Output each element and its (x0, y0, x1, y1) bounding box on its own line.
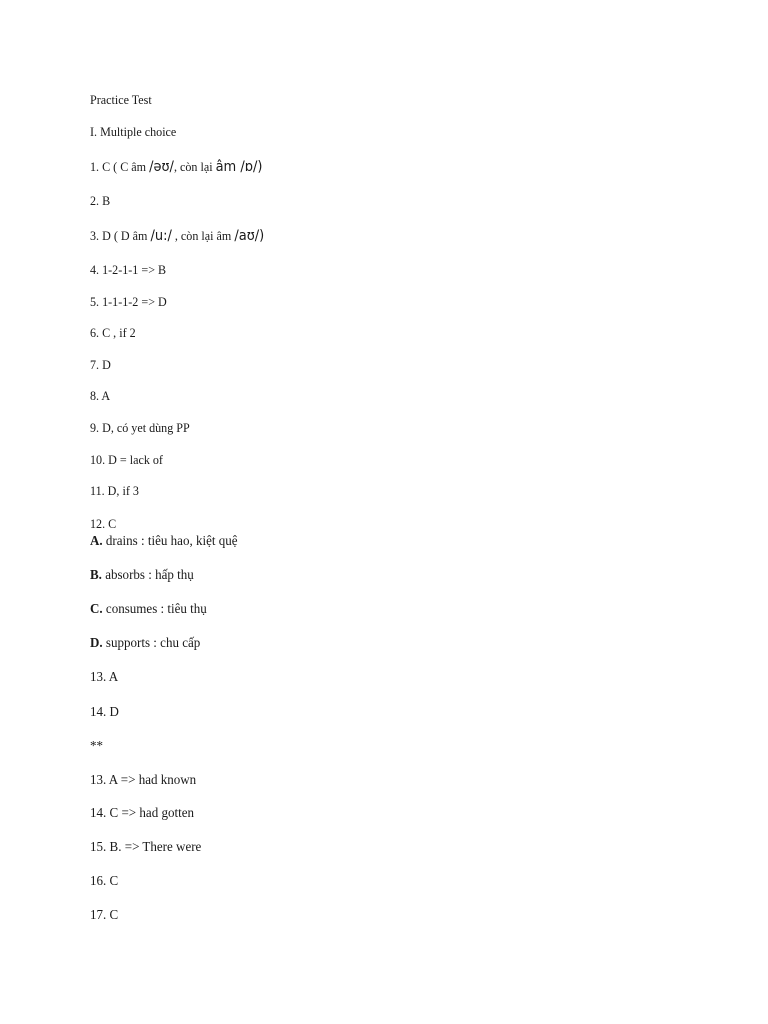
answer-13-second: 13. A => had known (90, 773, 197, 788)
answer-3-prefix: 3. D ( D âm (90, 228, 151, 243)
option-c (90, 602, 207, 618)
option-b (90, 568, 194, 584)
option-c-letter: C. (90, 602, 103, 617)
answer-1-ipa-1: /əʊ/ (149, 159, 174, 175)
answer-3-middle: , còn lại âm (171, 228, 235, 243)
answer-4: 4. 1-2-1-1 => B (90, 262, 167, 277)
option-d (90, 636, 200, 652)
answer-1-prefix: 1. C ( C âm (90, 159, 150, 174)
answer-11: 11. D, if 3 (90, 483, 139, 498)
answer-8: 8. A (90, 388, 111, 403)
answer-13-first: 13. A (90, 670, 119, 685)
document-title: Practice Test (90, 92, 152, 107)
option-d-letter: D. (90, 636, 103, 651)
answer-10: 10. D = lack of (90, 452, 163, 467)
answer-1 (90, 159, 263, 175)
answer-14-first: 14. D (90, 705, 119, 720)
answer-9: 9. D, có yet dùng PP (90, 420, 190, 435)
answer-3-ipa-1: /u:/ (150, 228, 172, 244)
option-a-text: drains : tiêu hao, kiệt quệ (102, 534, 238, 549)
answer-6: 6. C , if 2 (90, 325, 136, 340)
answer-17: 17. C (90, 908, 119, 923)
answer-7: 7. D (90, 357, 111, 372)
answer-1-ipa-2: /ɒ/) (240, 159, 263, 175)
option-a (90, 534, 238, 550)
option-c-text: consumes : tiêu thụ (102, 602, 207, 617)
option-a-letter: A. (90, 534, 103, 549)
option-b-letter: B. (90, 568, 102, 583)
section-heading: I. Multiple choice (90, 124, 177, 139)
answer-14-second: 14. C => had gotten (90, 806, 195, 821)
separator: ** (90, 739, 104, 754)
answer-3-ipa-2: /aʊ/) (234, 228, 265, 244)
answer-1-am: âm (215, 159, 241, 175)
answer-3 (90, 228, 264, 244)
option-b-text: absorbs : hấp thụ (101, 568, 194, 583)
answer-16: 16. C (90, 874, 119, 889)
answer-5: 5. 1-1-1-2 => D (90, 294, 167, 309)
answer-1-middle: , còn lại (173, 159, 216, 174)
answer-12: 12. C (90, 516, 117, 531)
answer-15: 15. B. => There were (90, 840, 202, 855)
answer-2: 2. B (90, 193, 111, 208)
option-d-text: supports : chu cấp (102, 636, 201, 651)
